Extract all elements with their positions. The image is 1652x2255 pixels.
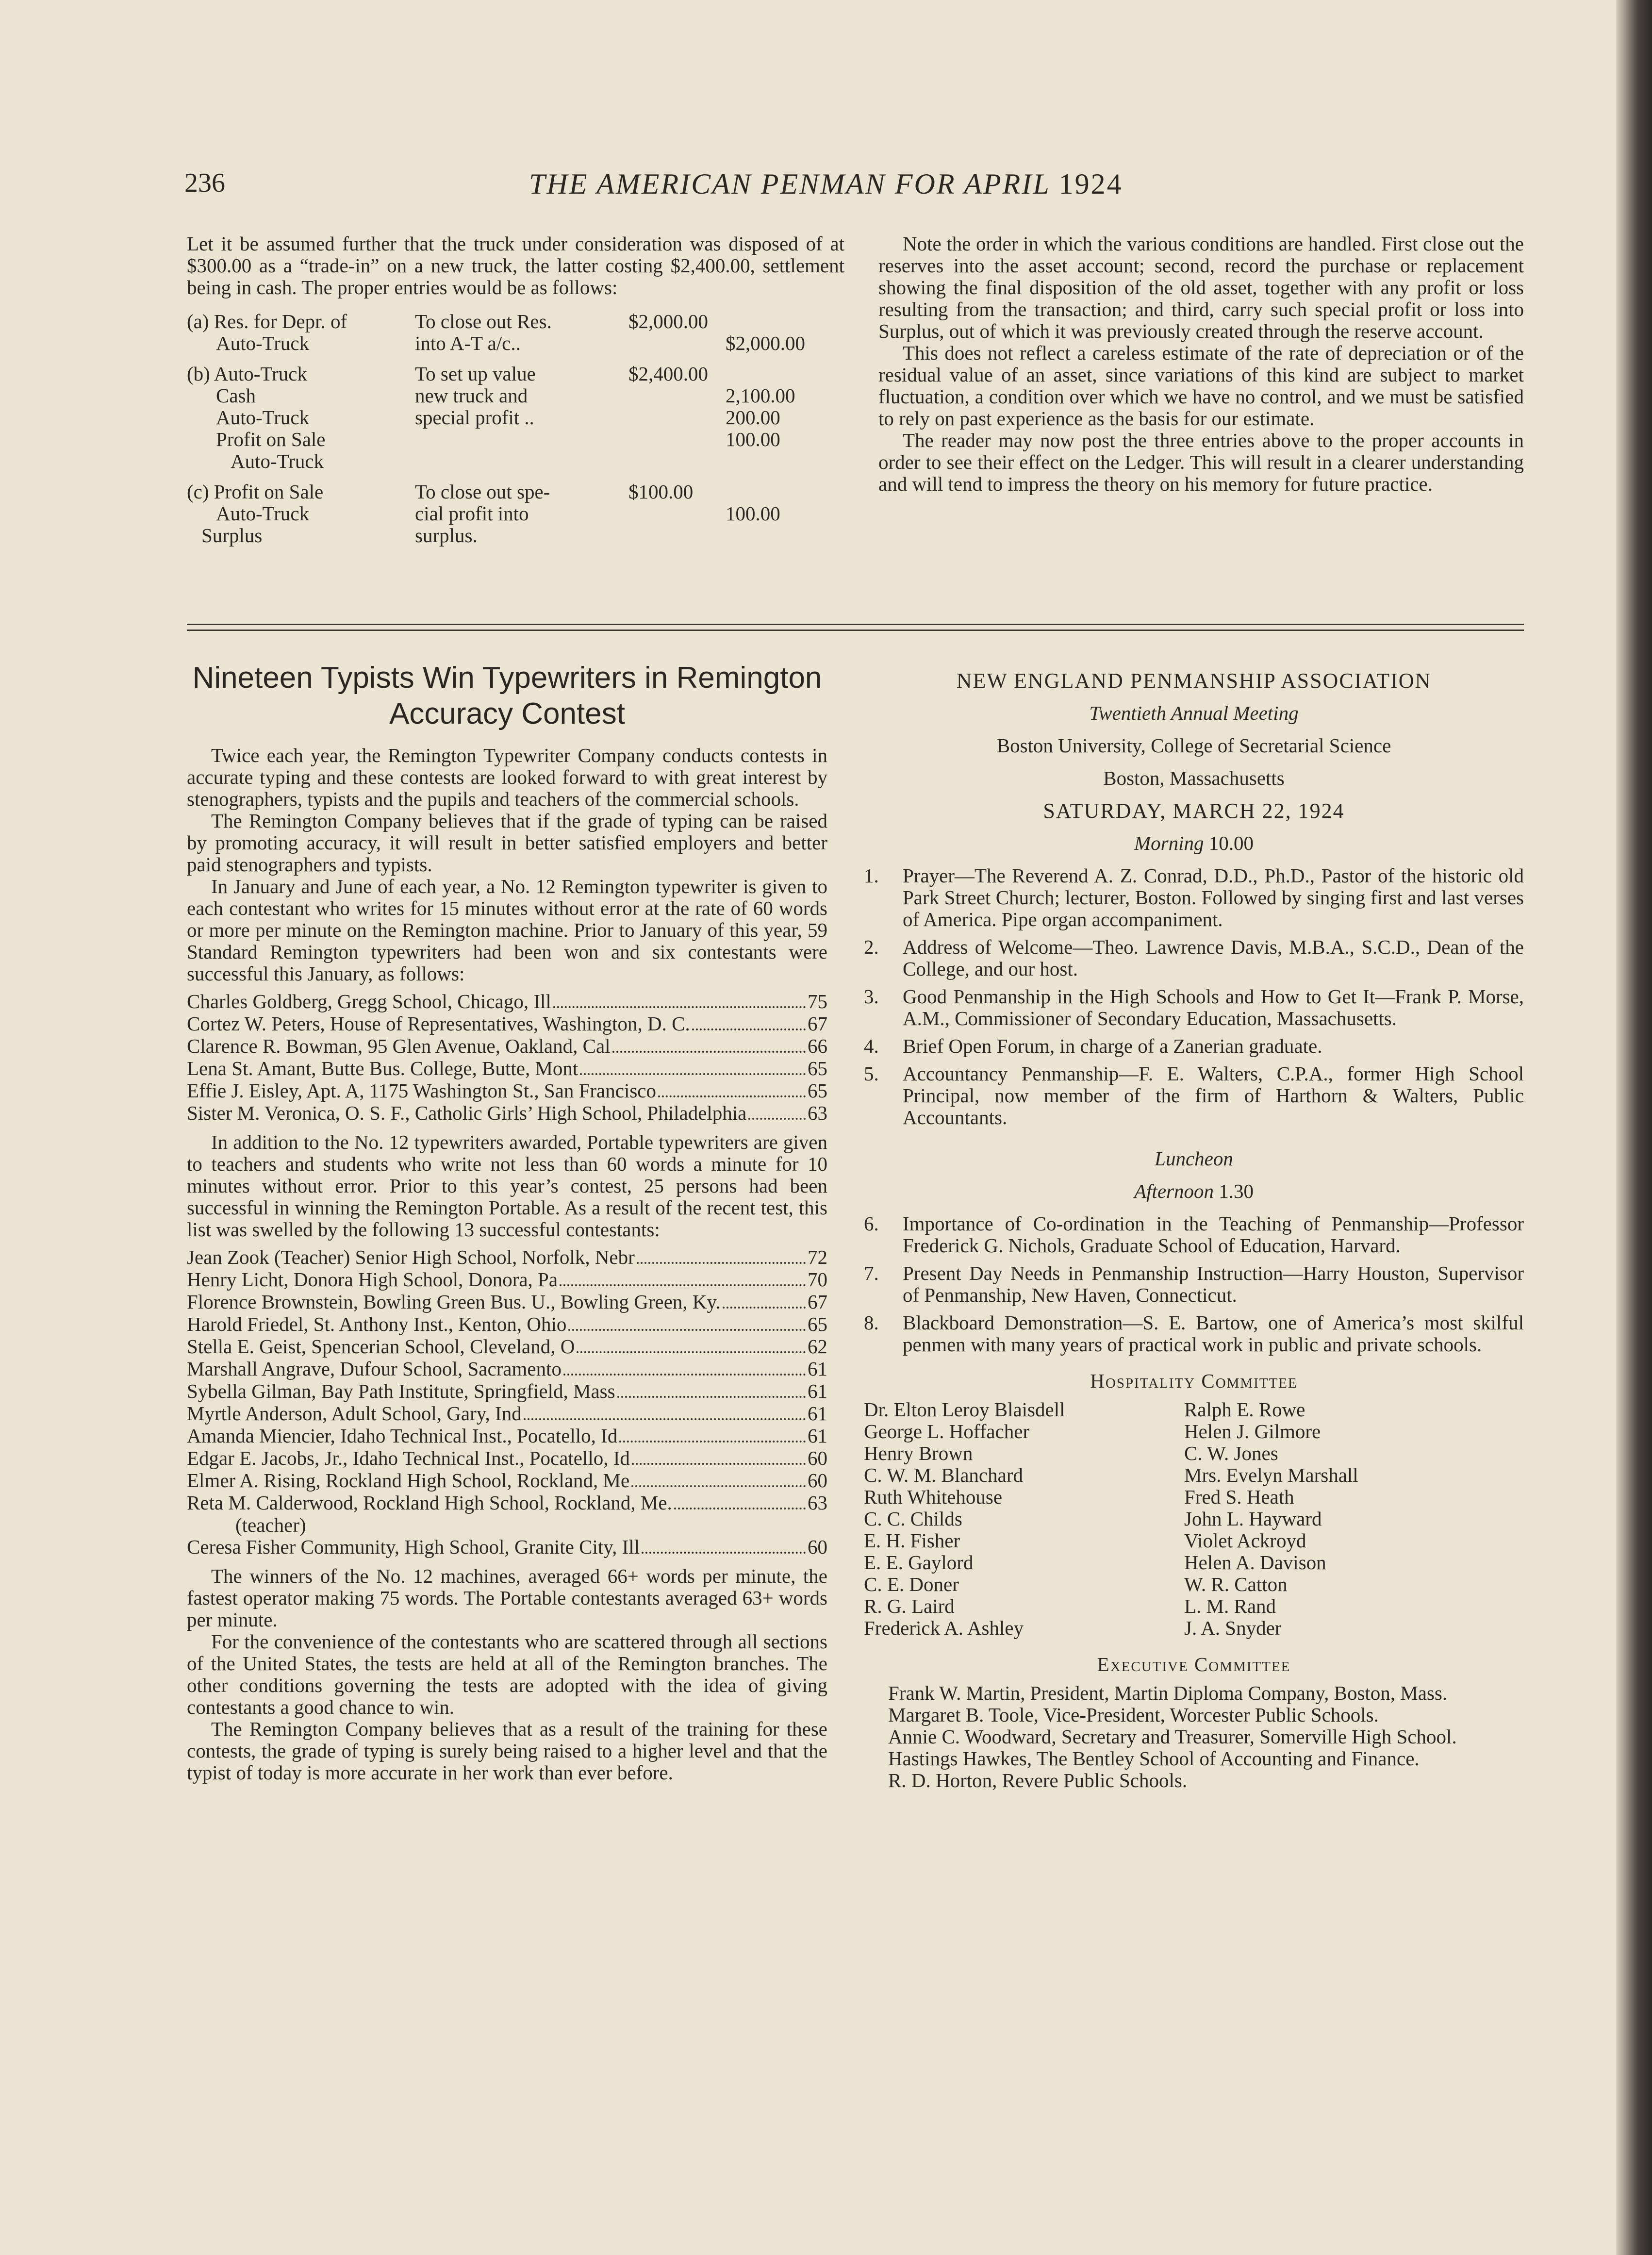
- program-item: 8. Blackboard Demonstration—S. E. Bartow, one of America’s most skilful penmen with many years of practical work in public and private schools.: [864, 1311, 1524, 1356]
- venue: Boston University, College of Secretarial Science: [996, 734, 1391, 757]
- entry-debit: $100.00: [628, 481, 694, 503]
- entry-debit: $2,000.00: [628, 310, 708, 332]
- entry-credit: 100.00: [726, 428, 780, 450]
- committee-member: C. E. Doner: [864, 1573, 959, 1595]
- entry-credit: 200.00: [726, 406, 780, 429]
- meeting-title: Twentieth Annual Meeting: [1089, 702, 1299, 724]
- running-title: [529, 167, 1123, 201]
- entry-account: (c) Profit on Sale: [187, 481, 324, 503]
- paragraph: The Remington Company believes that if the grade of typing can be raised by promoting accuracy, it will result in better satisfied employers and better paid stenographers and typists.: [187, 810, 827, 876]
- program-item: 3. Good Penmanship in the High Schools and How to Get It—Frank P. Morse, A.M., Commissioner of Secondary Education, Massachusetts.: [864, 985, 1524, 1029]
- list-item: Henry Licht, Donora High School, Donora, Pa 70: [187, 1268, 827, 1291]
- accounting-intro: Let it be assumed further that the truck under consideration was disposed of at $300.00 as a “trade-in” on a new truck, the latter costing $2,400.00, settlement being in cash. The proper entries would be as follows:: [187, 232, 844, 298]
- list-item: Elmer A. Rising, Rockland High School, Rockland, Me 60: [187, 1469, 827, 1492]
- committee-member: Henry Brown: [864, 1442, 973, 1464]
- entry-explanation: surplus.: [415, 524, 478, 547]
- entry-account: Profit on Sale: [216, 428, 326, 450]
- list-item: Sister M. Veronica, O. S. F., Catholic Girls’ High School, Philadelphia 63: [187, 1102, 827, 1124]
- journal-entry-b: [187, 363, 844, 472]
- committee-member: W. R. Catton: [1184, 1573, 1288, 1595]
- association-title: NEW ENGLAND PENMANSHIP ASSOCIATION: [956, 669, 1432, 693]
- entry-account: (b) Auto-Truck: [187, 363, 307, 385]
- committee-member: J. A. Snyder: [1184, 1617, 1282, 1639]
- hospitality-committee-title: Hospitality Committee: [1090, 1370, 1298, 1392]
- committee-member: Frederick A. Ashley: [864, 1617, 1024, 1639]
- entry-credit: $2,000.00: [726, 332, 805, 354]
- entry-explanation: cial profit into: [415, 502, 529, 525]
- paragraph: The winners of the No. 12 machines, averaged 66+ words per minute, the fastest operator making 75 words. The Portable contestants averaged 63+ words per minute.: [187, 1565, 827, 1631]
- list-item: Charles Goldberg, Gregg School, Chicago, Ill 75: [187, 990, 827, 1012]
- paragraph: Note the order in which the various conditions are handled. First close out the reserves into the asset account; second, record the purchase or replacement showing the final disposition of the old asset, together with any profit or loss resulting from the transaction; and third, carry such special profit or loss into Surplus, out of which it was previously created through the reserve account.: [878, 232, 1524, 342]
- committee-member: Helen J. Gilmore: [1184, 1420, 1321, 1443]
- program-item: 5. Accountancy Penmanship—F. E. Walters, C.P.A., former High School Principal, now member of the firm of Harthorn & Walters, Public Accountants.: [864, 1062, 1524, 1128]
- paragraph: For the convenience of the contestants who are scattered through all sections of the United States, the tests are held at all of the Remington branches. The other conditions governing the tests are adopted with the idea of giving contestants a good chance to win.: [187, 1630, 827, 1718]
- entry-explanation: special profit ..: [415, 406, 534, 429]
- committee-member: Helen A. Davison: [1184, 1551, 1326, 1574]
- committee-member: C. W. M. Blanchard: [864, 1464, 1023, 1486]
- paragraph: The Remington Company believes that as a result of the training for these contests, the grade of typing is surely being raised to a higher level and that the typist of today is more accurate in her work than ever before.: [187, 1718, 827, 1784]
- list-item: Reta M. Calderwood, Rockland High School, Rockland, Me. 63: [187, 1492, 827, 1514]
- list-item: Myrtle Anderson, Adult School, Gary, Ind 61: [187, 1402, 827, 1425]
- committee-member: Violet Ackroyd: [1184, 1529, 1306, 1552]
- list-item: Ceresa Fisher Community, High School, Granite City, Ill 60: [187, 1536, 827, 1558]
- committee-member: E. H. Fisher: [864, 1529, 960, 1552]
- entry-credit: 100.00: [726, 502, 780, 525]
- accounting-left-column: [187, 233, 844, 555]
- committee-member: George L. Hoffacher: [864, 1420, 1030, 1443]
- no12-winners-list: [187, 991, 827, 1125]
- paragraph: In addition to the No. 12 typewriters awarded, Portable typewriters are given to teachers and students who write not less than 60 words a minute for 10 minutes without error. Prior to this year’s contest, 25 persons had been successful in winning the Remington Portable. As a result of the recent test, this list was swelled by the following 13 successful contestants:: [187, 1131, 827, 1241]
- program-item: 2. Address of Welcome—Theo. Lawrence Davis, M.B.A., S.C.D., Dean of the College, and our host.: [864, 936, 1524, 980]
- entry-account: Auto-Truck: [216, 502, 310, 525]
- paragraph: This does not reflect a careless estimate of the rate of depreciation or of the residual value of an asset, since variations of this kind are subject to market fluctuation, a condition over which we have no control, and we must be satisfied to rely on past experience as the basis for our estimate.: [878, 342, 1524, 430]
- entry-explanation: To close out spe-: [415, 481, 550, 503]
- list-item-note: (teacher): [235, 1514, 306, 1536]
- paragraph: Twice each year, the Remington Typewriter Company conducts contests in accurate typing and these contests are looked forward to with great interest by stenographers, typists and the pupils and teachers of the commercial schools.: [187, 744, 827, 810]
- page-number: 236: [184, 168, 225, 198]
- afternoon-session: Afternoon 1.30: [1134, 1180, 1254, 1202]
- committee-member: C. W. Jones: [1184, 1442, 1278, 1464]
- journal-entry-a: [187, 311, 844, 354]
- meeting-date: SATURDAY, MARCH 22, 1924: [1043, 799, 1345, 823]
- entry-account: Auto-Truck: [216, 406, 310, 429]
- book-spine: [1616, 0, 1652, 2255]
- list-item: Jean Zook (Teacher) Senior High School, Norfolk, Nebr 72: [187, 1246, 827, 1268]
- entry-debit: $2,400.00: [628, 363, 708, 385]
- luncheon: Luncheon: [1155, 1147, 1233, 1170]
- running-title-year: 1924: [1058, 168, 1123, 200]
- list-item: Stella E. Geist, Spencerian School, Cleveland, O 62: [187, 1335, 827, 1358]
- city: Boston, Massachusetts: [1103, 767, 1285, 789]
- entry-explanation: new truck and: [415, 384, 528, 407]
- journal-entries: [187, 311, 844, 547]
- section-divider: [187, 630, 1524, 631]
- committee-member: R. G. Laird: [864, 1595, 955, 1617]
- entry-account: (a) Res. for Depr. of: [187, 310, 347, 332]
- program-item: 1. Prayer—The Reverend A. Z. Conrad, D.D., Ph.D., Pastor of the historic old Park Street Church; lecturer, Boston. Followed by singing first and last verses of America. Pipe organ accompaniment.: [864, 864, 1524, 930]
- entry-explanation: To close out Res.: [415, 310, 552, 332]
- entry-account: Surplus: [201, 524, 263, 547]
- committee-member: John L. Hayward: [1184, 1508, 1322, 1530]
- section-divider: [187, 624, 1524, 625]
- committee-member: Fred S. Heath: [1184, 1486, 1294, 1508]
- paragraph: In January and June of each year, a No. 12 Remington typewriter is given to each contestant who writes for 15 minutes without error at the rate of 60 words or more per minute on the Remington machine. Prior to January of this year, 59 Standard Remington typewriters had been won and six contestants were successful this January, as follows:: [187, 875, 827, 985]
- committee-member: Ruth Whitehouse: [864, 1486, 1003, 1508]
- portable-winners-list: [187, 1246, 827, 1559]
- entry-account: Auto-Truck: [216, 332, 310, 354]
- list-item: Effie J. Eisley, Apt. A, 1175 Washington St., San Francisco 65: [187, 1079, 827, 1102]
- committee-member: L. M. Rand: [1184, 1595, 1276, 1617]
- executive-member: Annie C. Woodward, Secretary and Treasurer, Somerville High School.: [888, 1725, 1457, 1748]
- paragraph: The reader may now post the three entries above to the proper accounts in order to see their effect on the Ledger. This will result in a clearer understanding and will tend to impress the theory on his memory for future practice.: [878, 429, 1524, 495]
- entry-explanation: into A-T a/c..: [415, 332, 521, 354]
- article-headline: Nineteen Typists Win Typewriters in Remington Accuracy Contest: [192, 661, 822, 730]
- list-item: Marshall Angrave, Dufour School, Sacramento 61: [187, 1358, 827, 1380]
- running-title-text: THE AMERICAN PENMAN FOR APRIL: [529, 168, 1050, 200]
- entry-credit: 2,100.00: [726, 384, 795, 407]
- executive-committee-title: Executive Committee: [1097, 1653, 1291, 1675]
- list-item: Lena St. Amant, Butte Bus. College, Butte, Mont 65: [187, 1057, 827, 1079]
- accounting-right-column: [878, 233, 1524, 495]
- program-item: 4. Brief Open Forum, in charge of a Zanerian graduate.: [864, 1035, 1322, 1057]
- typists-article: [187, 660, 827, 1784]
- executive-member: R. D. Horton, Revere Public Schools.: [888, 1769, 1188, 1791]
- executive-member: Frank W. Martin, President, Martin Diploma Company, Boston, Mass.: [888, 1682, 1448, 1704]
- list-item: Florence Brownstein, Bowling Green Bus. U., Bowling Green, Ky. 67: [187, 1291, 827, 1313]
- committee-member: Dr. Elton Leroy Blaisdell: [864, 1398, 1065, 1421]
- list-item: Amanda Miencier, Idaho Technical Inst., Pocatello, Id 61: [187, 1425, 827, 1447]
- list-item: Harold Friedel, St. Anthony Inst., Kenton, Ohio 65: [187, 1313, 827, 1335]
- committee-member: Mrs. Evelyn Marshall: [1184, 1464, 1358, 1486]
- committee-member: E. E. Gaylord: [864, 1551, 974, 1574]
- committee-member: Ralph E. Rowe: [1184, 1398, 1305, 1421]
- list-item: Clarence R. Bowman, 95 Glen Avenue, Oakland, Cal 66: [187, 1035, 827, 1057]
- executive-member: Hastings Hawkes, The Bentley School of Accounting and Finance.: [888, 1747, 1420, 1770]
- entry-account: Auto-Truck: [231, 450, 324, 472]
- list-item: Sybella Gilman, Bay Path Institute, Springfield, Mass 61: [187, 1380, 827, 1402]
- program-item: 7. Present Day Needs in Penmanship Instruction—Harry Houston, Supervisor of Penmanship, New Haven, Connecticut.: [864, 1262, 1524, 1306]
- journal-entry-c: [187, 481, 844, 547]
- executive-member: Margaret B. Toole, Vice-President, Worcester Public Schools.: [888, 1704, 1379, 1726]
- committee-member: C. C. Childs: [864, 1508, 962, 1530]
- list-item: Cortez W. Peters, House of Representatives, Washington, D. C. 67: [187, 1012, 827, 1035]
- morning-session: Morning 10.00: [1134, 832, 1254, 854]
- association-program: [864, 670, 1524, 1791]
- list-item: Edgar E. Jacobs, Jr., Idaho Technical Inst., Pocatello, Id 60: [187, 1447, 827, 1469]
- entry-explanation: To set up value: [415, 363, 536, 385]
- entry-account: Cash: [216, 384, 256, 407]
- program-item: 6. Importance of Co-ordination in the Teaching of Penmanship—Professor Frederick G. Nichols, Graduate School of Education, Harvard.: [864, 1212, 1524, 1257]
- hospitality-committee: [864, 1399, 1524, 1639]
